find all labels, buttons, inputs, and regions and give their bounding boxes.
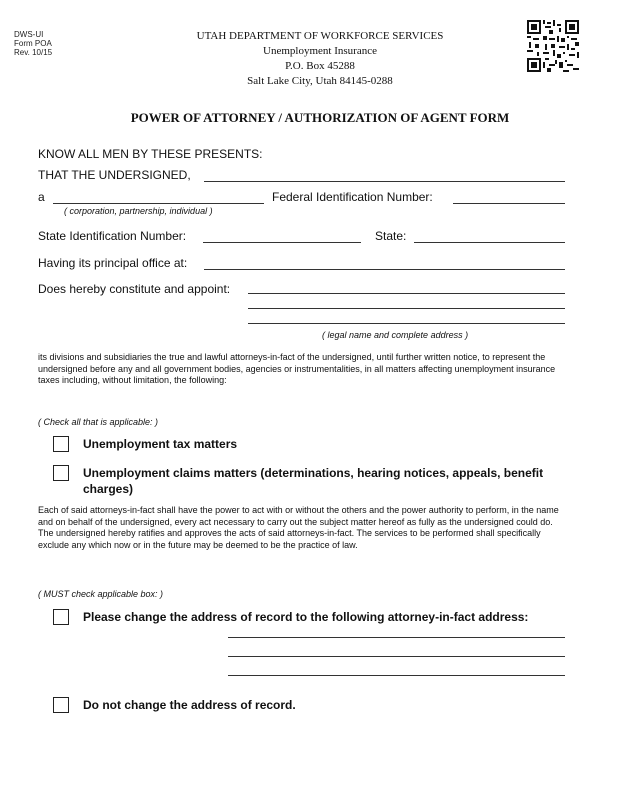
no-change-address-checkbox[interactable] — [53, 697, 69, 713]
agent-name-field-2[interactable] — [248, 308, 565, 309]
attorney-address-field-1[interactable] — [228, 637, 565, 638]
no-change-address-label: Do not change the address of record. — [83, 698, 296, 712]
entity-type-hint: ( corporation, partnership, individual ) — [64, 206, 213, 216]
state-id-label: State Identification Number: — [38, 229, 187, 243]
legal-name-hint: ( legal name and complete address ) — [322, 330, 469, 340]
claims-matters-checkbox[interactable] — [53, 465, 69, 481]
form-code-line: Form POA — [14, 39, 52, 48]
must-check-hint: ( MUST check applicable box: ) — [38, 589, 164, 599]
federal-id-field[interactable] — [453, 203, 565, 204]
agency-city: Salt Lake City, Utah 84145-0288 — [247, 75, 393, 87]
tax-matters-label: Unemployment tax matters — [83, 437, 238, 451]
claims-matters-label: Unemployment claims matters (determinations, hearing notices, appeals, benefit charges) — [83, 466, 544, 496]
agency-division: Unemployment Insurance — [263, 45, 377, 57]
form-code-line: Rev. 10/15 — [14, 48, 53, 57]
state-label: State: — [375, 229, 407, 243]
undersigned-name-field[interactable] — [204, 181, 565, 182]
article-a-label: a — [38, 190, 45, 204]
qr-code-icon — [527, 20, 579, 72]
tax-matters-checkbox[interactable] — [53, 436, 69, 452]
authority-paragraph: its divisions and subsidiaries the true and lawful attorneys-in-fact of the undersigned, until further written notice, to represent the undersigned before any and all government bodies, agencies or instrumentalities, in all matters affecting unemployment insurance taxes including, without limitation, the following: — [38, 352, 556, 385]
check-all-hint: ( Check all that is applicable: ) — [38, 417, 159, 427]
appoint-label: Does hereby constitute and appoint: — [38, 282, 231, 296]
principal-office-field[interactable] — [204, 269, 565, 270]
principal-office-label: Having its principal office at: — [38, 256, 188, 270]
change-address-checkbox[interactable] — [53, 609, 69, 625]
change-address-label: Please change the address of record to the following attorney-in-fact address: — [83, 610, 529, 624]
agency-po-box: P.O. Box 45288 — [285, 60, 355, 72]
form-title: POWER OF ATTORNEY / AUTHORIZATION OF AGENT FORM — [130, 110, 510, 125]
form-code-line: DWS-UI — [14, 30, 44, 39]
state-field[interactable] — [414, 242, 565, 243]
undersigned-label: THAT THE UNDERSIGNED, — [38, 168, 191, 182]
federal-id-label: Federal Identification Number: — [272, 190, 433, 204]
agency-name: UTAH DEPARTMENT OF WORKFORCE SERVICES — [196, 30, 444, 42]
entity-type-field[interactable] — [53, 203, 264, 204]
power-paragraph: Each of said attorneys-in-fact shall have the power to act with or without the others and the power authority to perform, in the name and on behalf of the undersigned, every act necessary to carry out the subject matter hereof as fully as the undersigned could do. The undersigned hereby ratifies and approves the acts of said attorneys-in-fact. The services to be performed shall specifically exclude any which now or in the future may be deemed to be the practice of law. — [38, 505, 559, 550]
know-all-label: KNOW ALL MEN BY THESE PRESENTS: — [38, 147, 263, 161]
agent-name-field-1[interactable] — [248, 293, 565, 294]
attorney-address-field-2[interactable] — [228, 656, 565, 657]
agent-name-field-3[interactable] — [248, 323, 565, 324]
state-id-field[interactable] — [203, 242, 361, 243]
attorney-address-field-3[interactable] — [228, 675, 565, 676]
